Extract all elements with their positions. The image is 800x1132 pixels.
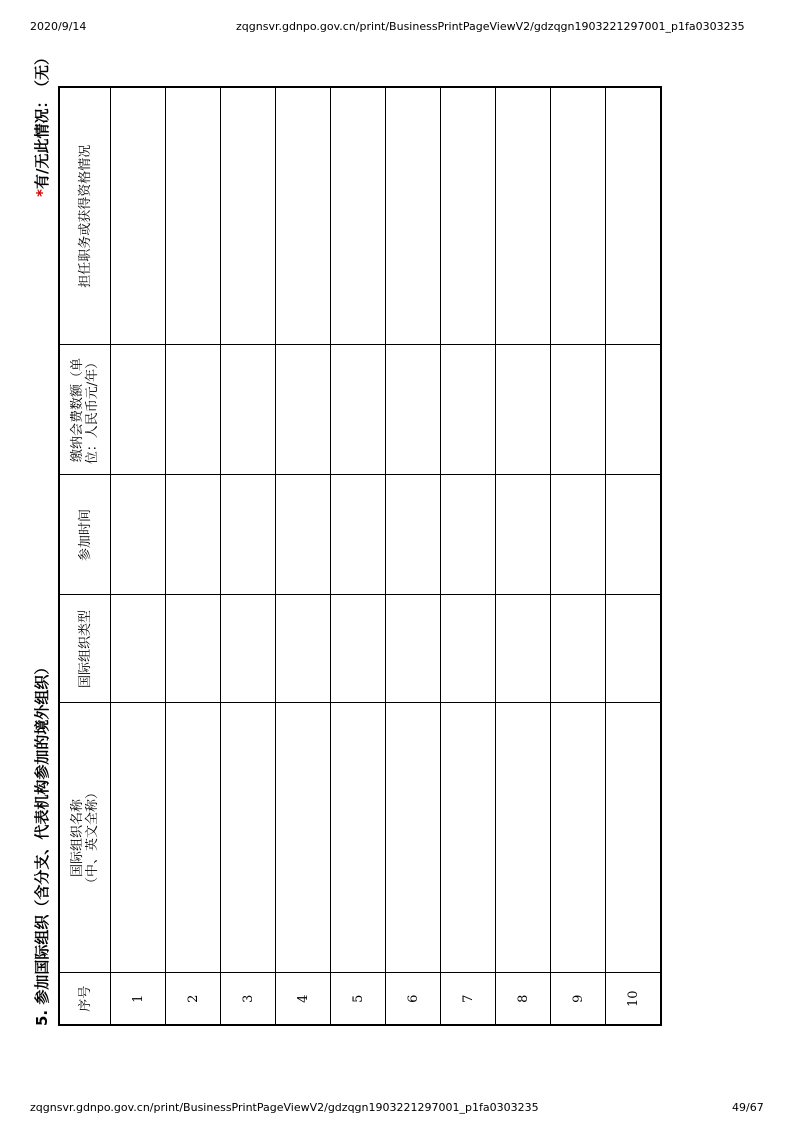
table-header-row: [59, 87, 111, 1025]
empty-cell: [496, 475, 551, 595]
row-serial-number: 1: [111, 973, 166, 1025]
header-organization-name: 国际组织名称 （中、英文全称）: [59, 703, 111, 973]
row-serial-number: 7: [441, 973, 496, 1025]
table-row: [331, 87, 386, 1025]
empty-cell: [221, 87, 276, 345]
empty-cell: [551, 475, 606, 595]
row-serial-number: 6: [386, 973, 441, 1025]
table-row: [386, 87, 441, 1025]
empty-cell: [221, 345, 276, 475]
empty-cell: [386, 595, 441, 703]
print-url-footer: zqgnsvr.gdnpo.gov.cn/print/BusinessPrintPageViewV2/gdzqgn1903221297001_p1fa0303235: [30, 1101, 539, 1114]
empty-cell: [276, 475, 331, 595]
print-date: 2020/9/14: [30, 20, 87, 33]
status-label: 有/无此情况：: [33, 93, 51, 189]
table-row: [496, 87, 551, 1025]
empty-cell: [441, 345, 496, 475]
empty-cell: [111, 703, 166, 973]
empty-cell: [276, 703, 331, 973]
row-serial-number: 9: [551, 973, 606, 1025]
empty-cell: [496, 87, 551, 345]
empty-cell: [386, 345, 441, 475]
empty-cell: [166, 345, 221, 475]
empty-cell: [606, 345, 662, 475]
empty-cell: [441, 87, 496, 345]
header-position-or-qualification: 担任职务或获得资格情况: [59, 87, 111, 345]
empty-cell: [331, 703, 386, 973]
empty-cell: [331, 345, 386, 475]
header-join-date: 参加时间: [59, 475, 111, 595]
empty-cell: [606, 703, 662, 973]
empty-cell: [551, 595, 606, 703]
empty-cell: [111, 475, 166, 595]
header-serial-number: 序号: [59, 973, 111, 1025]
header-organization-type: 国际组织类型: [59, 595, 111, 703]
empty-cell: [166, 595, 221, 703]
table-row: [221, 87, 276, 1025]
empty-cell: [166, 475, 221, 595]
row-serial-number: 10: [606, 973, 662, 1025]
header-membership-fee: 缴纳会费数额（单 位：人民币元/年）: [59, 345, 111, 475]
row-serial-number: 3: [221, 973, 276, 1025]
empty-cell: [111, 595, 166, 703]
empty-cell: [331, 595, 386, 703]
empty-cell: [331, 475, 386, 595]
row-serial-number: 8: [496, 973, 551, 1025]
table-row: [606, 87, 662, 1025]
empty-cell: [221, 703, 276, 973]
table-body: [111, 87, 662, 1025]
empty-cell: [386, 703, 441, 973]
rotated-sheet: [30, 50, 690, 1026]
status-indicator: [30, 50, 54, 197]
empty-cell: [166, 703, 221, 973]
table-row: [276, 87, 331, 1025]
empty-cell: [496, 595, 551, 703]
page-number: 49/67: [732, 1101, 764, 1114]
empty-cell: [276, 87, 331, 345]
empty-cell: [386, 475, 441, 595]
table-row: [441, 87, 496, 1025]
table-row: [166, 87, 221, 1025]
table-row: [551, 87, 606, 1025]
row-serial-number: 5: [331, 973, 386, 1025]
empty-cell: [386, 87, 441, 345]
empty-cell: [221, 595, 276, 703]
row-serial-number: 4: [276, 973, 331, 1025]
empty-cell: [606, 595, 662, 703]
empty-cell: [551, 703, 606, 973]
empty-cell: [111, 87, 166, 345]
required-star: *: [33, 189, 51, 197]
empty-cell: [551, 87, 606, 345]
empty-cell: [111, 345, 166, 475]
empty-cell: [606, 475, 662, 595]
table-row: [111, 87, 166, 1025]
section-title: 5. 参加国际组织（含分支、代表机构参加的境外组织）: [33, 659, 51, 1026]
empty-cell: [496, 345, 551, 475]
empty-cell: [551, 345, 606, 475]
status-value: （无）: [33, 50, 51, 88]
empty-cell: [441, 703, 496, 973]
international-organization-table: [58, 86, 662, 1026]
empty-cell: [221, 475, 276, 595]
print-url-header: zqgnsvr.gdnpo.gov.cn/print/BusinessPrintPageViewV2/gdzqgn1903221297001_p1fa0303235: [236, 20, 745, 33]
empty-cell: [166, 87, 221, 345]
empty-cell: [276, 595, 331, 703]
empty-cell: [606, 87, 662, 345]
empty-cell: [331, 87, 386, 345]
empty-cell: [441, 475, 496, 595]
row-serial-number: 2: [166, 973, 221, 1025]
empty-cell: [276, 345, 331, 475]
empty-cell: [496, 703, 551, 973]
empty-cell: [441, 595, 496, 703]
